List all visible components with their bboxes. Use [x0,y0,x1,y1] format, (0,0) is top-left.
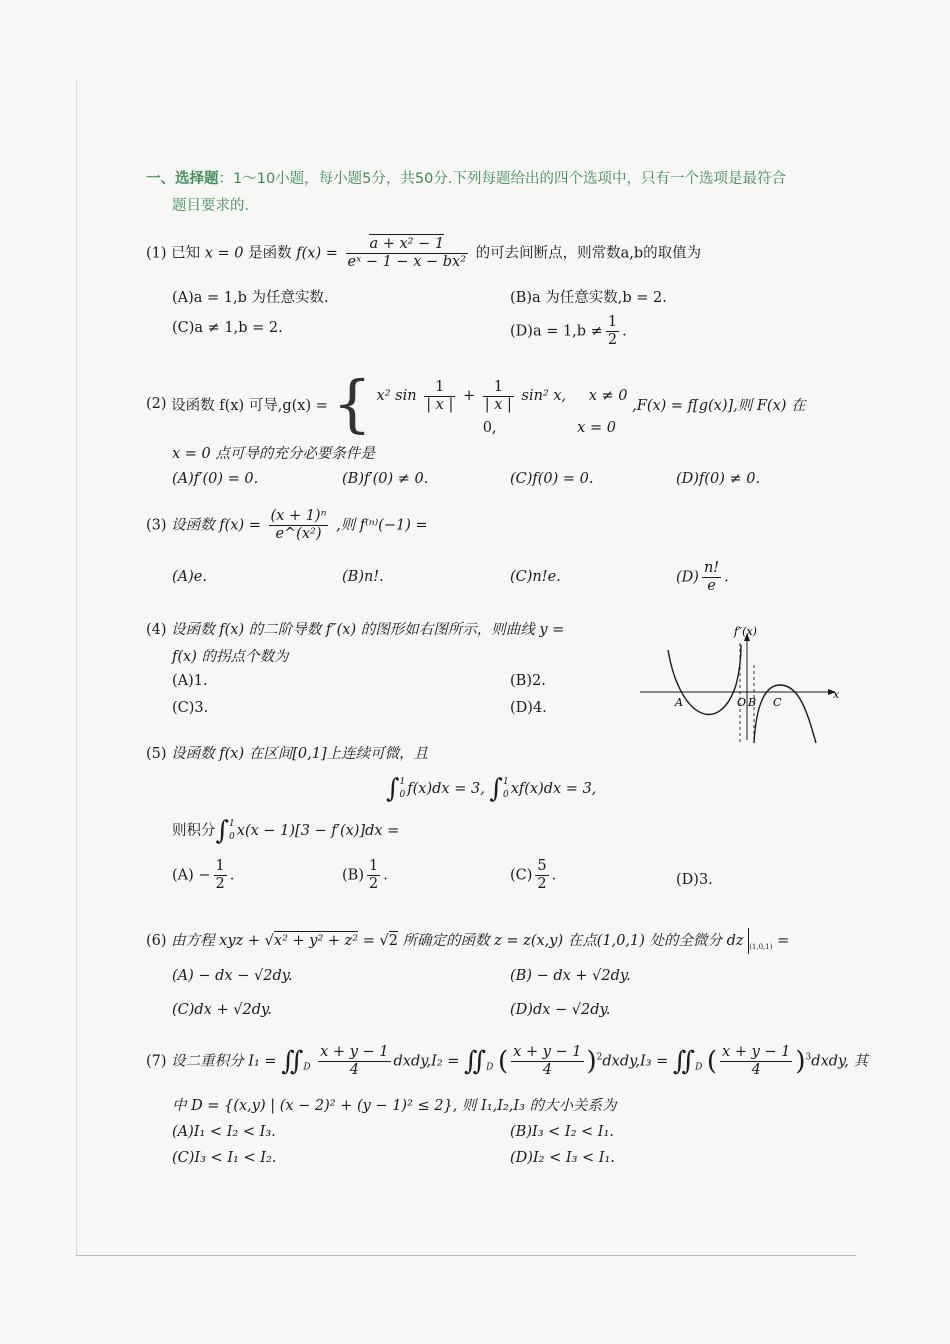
q2-cond2: x = 0 [577,420,616,436]
q5-a-pre: (A) − [172,867,211,884]
question-3 [146,508,428,543]
q5-b-num: 1 [368,858,379,874]
q7-option-d[interactable]: (D)I₂ < I₃ < I₁. [510,1150,615,1166]
graph-label-o: O [737,696,747,709]
q7-paren-open-2-icon: ( [498,1046,509,1077]
q3-post: ,则 f⁽ⁿ⁾(−1) = [336,517,428,534]
q5-c-num: 5 [537,858,547,874]
q6-option-c[interactable]: (C)dx + √2dy. [172,1002,272,1018]
q5-option-d[interactable]: (D)3. [676,872,713,888]
q7-double-integral-3-icon: ∬ [672,1046,696,1077]
q1-mid: 是函数 [248,245,292,262]
q2-cond1: x ≠ 0 [588,388,628,404]
q6-sqrt-icon: √ [264,933,274,949]
q1-option-d-frac [606,314,619,349]
q5-integral-2-icon: ∫ [489,774,503,804]
q3-option-b[interactable]: (B)n!. [342,569,384,585]
q5-option-b[interactable] [342,858,388,893]
q2-option-b[interactable]: (B)f′(0) ≠ 0. [342,471,429,487]
question-5 [146,742,428,763]
q5-c-pre: (C) [510,867,533,884]
q5-lim2-lo: 0 [502,790,509,800]
q1-option-d[interactable] [510,314,627,349]
q7-number: (7) [146,1053,167,1070]
q4-option-c[interactable]: (C)3. [172,700,209,716]
q6-sqrt2-icon: √ [379,933,389,949]
q3-option-c[interactable]: (C)n!e. [510,569,561,585]
q6-option-a[interactable]: (A) − dx − √2dy. [172,968,293,984]
q5-line3 [172,818,399,844]
q6-option-d[interactable]: (D)dx − √2dy. [510,1002,611,1018]
q7-frac3-den: 4 [751,1062,761,1078]
graph-label-a: A [675,696,683,709]
section-title: 一、选择题 [146,171,219,187]
q7-pre: 设二重积分 I₁ = [171,1053,277,1070]
q7-double-integral-2-icon: ∬ [464,1046,487,1077]
q6-pre: 由方程 xyz + [171,933,261,949]
q3-denominator: e^(x²) [275,526,322,542]
question-4 [146,618,564,639]
q3-option-d[interactable] [676,560,729,595]
q7-double-integral-1-icon: ∬ [281,1046,304,1077]
q5-limits-1 [400,776,406,802]
q5-option-c[interactable] [510,858,556,893]
q2-frac1 [424,379,455,414]
graph-label-c: C [773,696,782,709]
q6-sqrt2: 2 [388,933,398,949]
q5-lim1-up: 1 [399,777,406,787]
q5-conditions [386,776,596,802]
q1-numerator: a + x² − 1 [369,236,445,252]
q5-a-num: 1 [215,858,225,874]
q6-option-b[interactable]: (B) − dx + √2dy. [510,968,631,984]
q2-number: (2) [146,396,167,412]
q4-line1: 设函数 f(x) 的二阶导数 f″(x) 的图形如右图所示，则曲线 y = [171,622,565,638]
q5-lim1-lo: 0 [399,790,406,800]
q3-d-frac [702,560,721,595]
q5-number: (5) [146,746,167,762]
q7-dxdy3: dxdy, 其 [811,1053,869,1070]
graph-ylabel: f″(x) [734,625,757,638]
q2-case2-text: 0, [482,420,497,436]
q5-b-frac [367,858,380,893]
q1-fraction [346,236,469,271]
q5-c-den: 2 [537,876,547,892]
q1-d-post: . [622,323,627,340]
q5-cond1: f(x)dx = 3, [407,781,485,797]
question-1 [146,236,701,271]
q2-brace-icon: { [332,367,372,440]
q1-post: 的可去间断点，则常数a,b的取值为 [475,245,702,262]
q7-sq: 2 [596,1052,603,1063]
q2-option-d[interactable]: (D)f(0) ≠ 0. [676,471,761,487]
question-6 [146,928,789,954]
q5-b-pre: (B) [342,867,364,884]
q3-d-pre: (D) [676,569,699,586]
q7-paren-close-2-icon: ) [586,1046,597,1077]
q5-limits-2 [503,776,509,802]
section-instruction: ：1～10小题，每小题5分，共50分.下列每题给出的四个选项中，只有一个选项是最符合 [218,171,786,187]
q5-b-den: 2 [368,876,379,892]
q2-frac2-num: 1 [483,379,514,397]
q5-integral-3-icon: ∫ [215,816,230,846]
q7-dxdy1: dxdy,I₂ = [393,1053,460,1070]
q5-c-dot: . [551,867,557,884]
q2-post: ,F(x) = f[g(x)],则 F(x) 在 [632,397,806,414]
q7-frac1 [318,1044,390,1079]
question-2 [146,367,806,440]
page-bottom-line [76,1255,856,1256]
q7-option-a[interactable]: (A)I₁ < I₂ < I₃. [172,1124,276,1140]
q1-d-den: 2 [607,332,618,348]
q1-d-num: 1 [607,314,618,330]
q5-lim3-lo: 0 [229,832,235,842]
q5-option-a[interactable] [172,858,234,893]
q2-pre: 设函数 f(x) 可导,g(x) = [171,397,328,414]
q5-line1: 设函数 f(x) 在区间[0,1]上连续可微，且 [171,746,429,762]
q3-d-den: e [707,578,716,594]
q5-a-dot: . [229,867,235,884]
q2-case1 [377,372,628,420]
q6-post: 所确定的函数 z = z(x,y) 在点(1,0,1) 处的全微分 dz [402,933,744,949]
q7-d2: D [486,1062,494,1073]
q4-second-derivative-graph [640,625,840,750]
q7-frac3 [720,1044,792,1079]
q7-frac2-num: x + y − 1 [513,1044,582,1060]
q2-frac1-den: | x | [426,396,454,413]
q6-number: (6) [146,933,167,949]
q2-frac2-den: | x | [484,396,512,413]
q5-line3-integrand: x(x − 1)[3 − f′(x)]dx = [236,823,400,839]
q7-paren-close-3-icon: ) [795,1046,806,1077]
q2-cases [377,372,628,436]
q6-point: (1,0,1) [749,942,773,951]
q5-a-den: 2 [215,876,225,892]
q6-eq: = [362,933,375,949]
q3-d-num: n! [703,560,720,576]
q5-line3-pre: 则积分 [172,823,216,839]
q7-frac2 [511,1044,583,1079]
section-instruction-line2: 题目要求的. [172,198,250,214]
section-heading [146,166,846,220]
q1-denominator: eˣ − 1 − x − bx² [347,254,467,270]
q7-line2: 中 D = {(x,y) | (x − 2)² + (y − 1)² ≤ 2}, 则 I₁,I₂,I₃ 的大小关系为 [172,1098,617,1114]
graph-xlabel: x [833,688,840,701]
q7-cube: 3 [805,1052,812,1063]
q7-dxdy2: dxdy,I₃ = [602,1053,669,1070]
q3-pre: 设函数 f(x) = [171,517,261,534]
q2-option-a[interactable]: (A)f′(0) = 0. [172,471,259,487]
q7-frac3-num: x + y − 1 [722,1044,791,1060]
q2-frac1-num: 1 [424,379,455,397]
q6-eq-end: = [777,933,790,949]
q1-option-a[interactable]: (A)a = 1,b 为任意实数. [172,290,329,306]
q7-option-b[interactable]: (B)I₃ < I₂ < I₁. [510,1124,614,1140]
q4-option-b[interactable]: (B)2. [510,673,546,689]
q3-numerator: (x + 1)ⁿ [270,508,327,524]
graph-curve-right [754,685,816,743]
q5-cond2: xf(x)dx = 3, [510,781,597,797]
q4-number: (4) [146,622,167,638]
q1-option-b[interactable]: (B)a 为任意实数,b = 2. [510,290,667,306]
q4-option-d[interactable]: (D)4. [510,700,547,716]
q1-option-d-pre: (D)a = 1,b ≠ [510,323,603,340]
q2-case1-end: sin² x, [521,388,567,404]
q5-lim2-up: 1 [502,777,509,787]
q2-plus: + [462,388,476,404]
q1-fx: f(x) = [296,245,338,262]
q2-line2: x = 0 点可导的充分必要条件是 [172,446,375,462]
q4-option-a[interactable]: (A)1. [172,673,208,689]
q7-frac1-num: x + y − 1 [320,1044,389,1060]
q2-frac2 [483,379,514,414]
q1-option-c[interactable]: (C)a ≠ 1,b = 2. [172,320,283,336]
q3-d-post: . [724,569,729,586]
q4-line2: f(x) 的拐点个数为 [172,649,289,665]
graph-label-b: B [748,696,757,709]
q5-c-frac [535,858,548,893]
q7-frac1-den: 4 [349,1062,359,1078]
q7-paren-open-3-icon: ( [706,1046,718,1077]
q5-lim3-up: 1 [229,819,235,829]
q5-limits-3 [229,818,235,844]
q5-a-frac [214,858,227,893]
q1-x-eq: x = 0 [204,245,244,262]
q7-frac2-den: 4 [542,1062,552,1078]
q3-number: (3) [146,517,167,534]
question-7 [146,1044,868,1079]
q2-case2 [377,420,628,436]
q5-b-dot: . [383,867,388,884]
q3-option-a[interactable]: (A)e. [172,569,207,585]
q7-d1: D [303,1062,311,1073]
q1-number: (1) [146,245,167,262]
q3-fraction [269,508,329,543]
page-edge-line [76,80,77,1255]
q7-option-c[interactable]: (C)I₃ < I₁ < I₂. [172,1150,277,1166]
q2-option-c[interactable]: (C)f(0) = 0. [510,471,594,487]
q5-integral-1-icon: ∫ [386,774,400,804]
q2-case1-text: x² sin [376,388,417,404]
q7-d3: D [695,1062,703,1073]
q6-sqrt-body: x² + y² + z² [273,933,359,949]
q1-pre: 已知 [171,245,201,262]
